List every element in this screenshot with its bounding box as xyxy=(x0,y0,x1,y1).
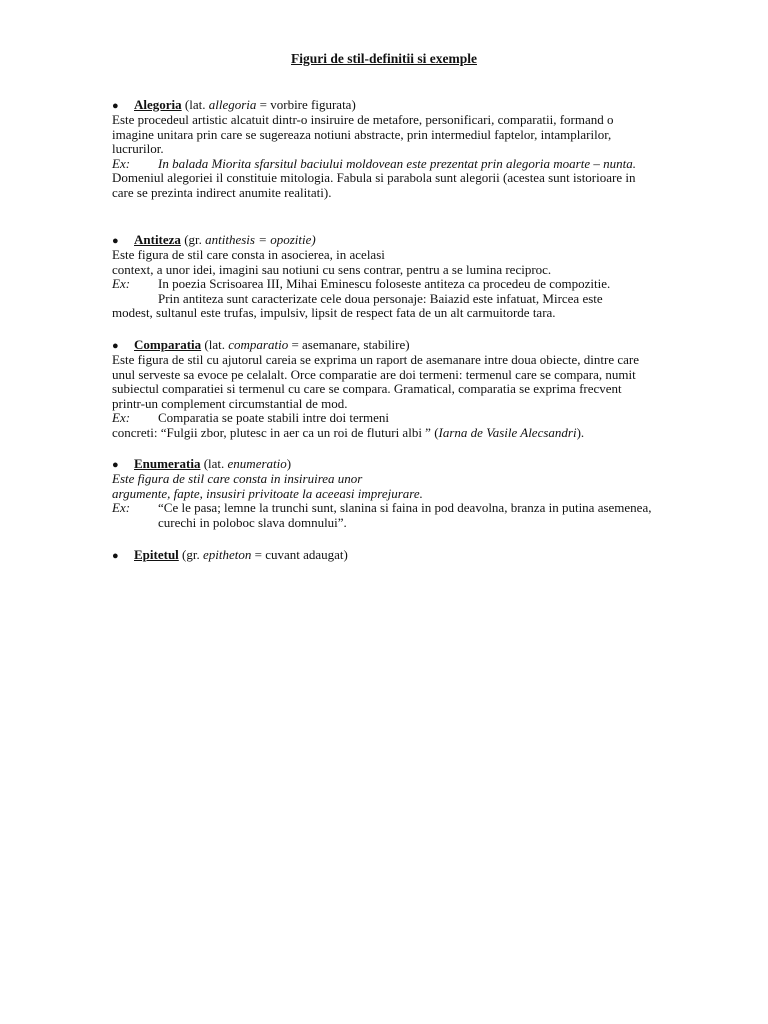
example-text: “Ce le pasa; lemne la trunchi sunt, slanina si faina in pod deavolna, branza in putina asemenea, curechi in poloboc slava domnului”. xyxy=(158,500,652,530)
section-heading: ● Enumeratia (lat. enumeratio) xyxy=(112,456,292,471)
term-origin-word: allegoria xyxy=(208,97,257,112)
term-title: Epitetul xyxy=(134,547,179,562)
term-title: Alegoria xyxy=(134,97,182,112)
section-epitetul xyxy=(112,548,657,563)
term-title: Enumeratia xyxy=(134,456,201,471)
term-title: Comparatia xyxy=(134,337,202,352)
example-row xyxy=(112,277,657,292)
section-heading: ● Alegoria (lat. allegoria = vorbire figurata) xyxy=(112,97,356,112)
term-origin-word: epitheton xyxy=(203,547,252,562)
term-title: Antiteza xyxy=(134,232,181,247)
definition-text: Este figura de stil care consta in asocierea, in acelasi xyxy=(112,247,385,262)
note-text: Domeniul alegoriei il constituie mitologia. Fabula si parabola sunt alegorii (acestea sunt istorioare in care se prezinta indirect anumite realitati). xyxy=(112,170,636,200)
example-text: Comparatia se poate stabili intre doi termeni xyxy=(158,410,390,425)
example-label: Ex: xyxy=(112,276,131,291)
bullet-icon: ● xyxy=(112,235,119,247)
definition-text: argumente, fapte, insusiri privitoate la aceeasi imprejurare. xyxy=(112,485,423,501)
definition-text: Este figura de stil cu ajutorul careia se exprima un raport de asemanare intre doua obiecte, dintre care unul serveste sa evoce pe celalalt. Orce comparatie are doi termeni: termenul care se compara, numit subiectul comparatiei si termenul cu care se compara. Gramatical, comparatia se exprima frecvent printr-un complement circumstantial de mod. xyxy=(112,352,639,411)
term-origin-word: enumeratio xyxy=(227,456,287,471)
term-origin-word: comparatio xyxy=(228,337,289,352)
example-row xyxy=(112,157,657,172)
section-enumeratia xyxy=(112,457,657,530)
example-source: Iarna de Vasile Alecsandri xyxy=(438,424,577,440)
example-text: In poezia Scrisoarea III, Mihai Eminescu foloseste antiteza ca procedeu de compozitie. xyxy=(158,276,611,291)
example-label: Ex: xyxy=(112,500,131,515)
example-row xyxy=(112,411,657,426)
bullet-icon: ● xyxy=(112,550,119,562)
example-text: Prin antiteza sunt caracterizate cele doua personaje: Baiazid este infatuat, Mircea este xyxy=(158,290,603,306)
bullet-icon: ● xyxy=(112,100,119,112)
section-comparatia xyxy=(112,338,657,440)
bullet-icon: ● xyxy=(112,340,119,352)
term-origin-word: antithesis = opozitie) xyxy=(205,232,316,247)
section-heading: ● Epitetul (gr. epitheton = cuvant adaugat) xyxy=(112,547,348,562)
example-row xyxy=(112,501,657,530)
bullet-icon: ● xyxy=(112,459,119,471)
example-label: Ex: xyxy=(112,410,131,425)
example-quote: concreti: “Fulgii zbor, plutesc in aer ca un roi de fluturi albi ” (Iarna de Vasile Alecsandri). xyxy=(112,424,585,440)
example-text: In balada Miorita sfarsitul baciului moldovean este prezentat prin alegoria moarte – nunta. xyxy=(158,155,636,171)
section-antiteza xyxy=(112,233,657,321)
section-heading: ● Comparatia (lat. comparatio = asemanare, stabilire) xyxy=(112,337,410,352)
section-alegoria xyxy=(112,98,657,200)
page-title: Figuri de stil-definitii si exemple xyxy=(291,51,477,66)
definition-text: Este procedeul artistic alcatuit dintr-o insiruire de metafore, personificari, comparatii, formand o imagine unitara prin care se sugereaza notiuni abstracte, prin intermediul faptelor, intamplarilor, lucrurilor. xyxy=(112,112,614,156)
example-text: modest, sultanul este trufas, impulsiv, lipsit de respect fata de un alt carmuitorde tara. xyxy=(112,305,556,320)
section-heading: ● Antiteza (gr. antithesis = opozitie) xyxy=(112,232,316,247)
definition-text: Este figura de stil care consta in insiruirea unor xyxy=(112,471,363,486)
definition-text: context, a unor idei, imagini sau notiuni cu sens contrar, pentru a se lumina reciproc. xyxy=(112,261,552,277)
example-label: Ex: xyxy=(112,155,131,171)
